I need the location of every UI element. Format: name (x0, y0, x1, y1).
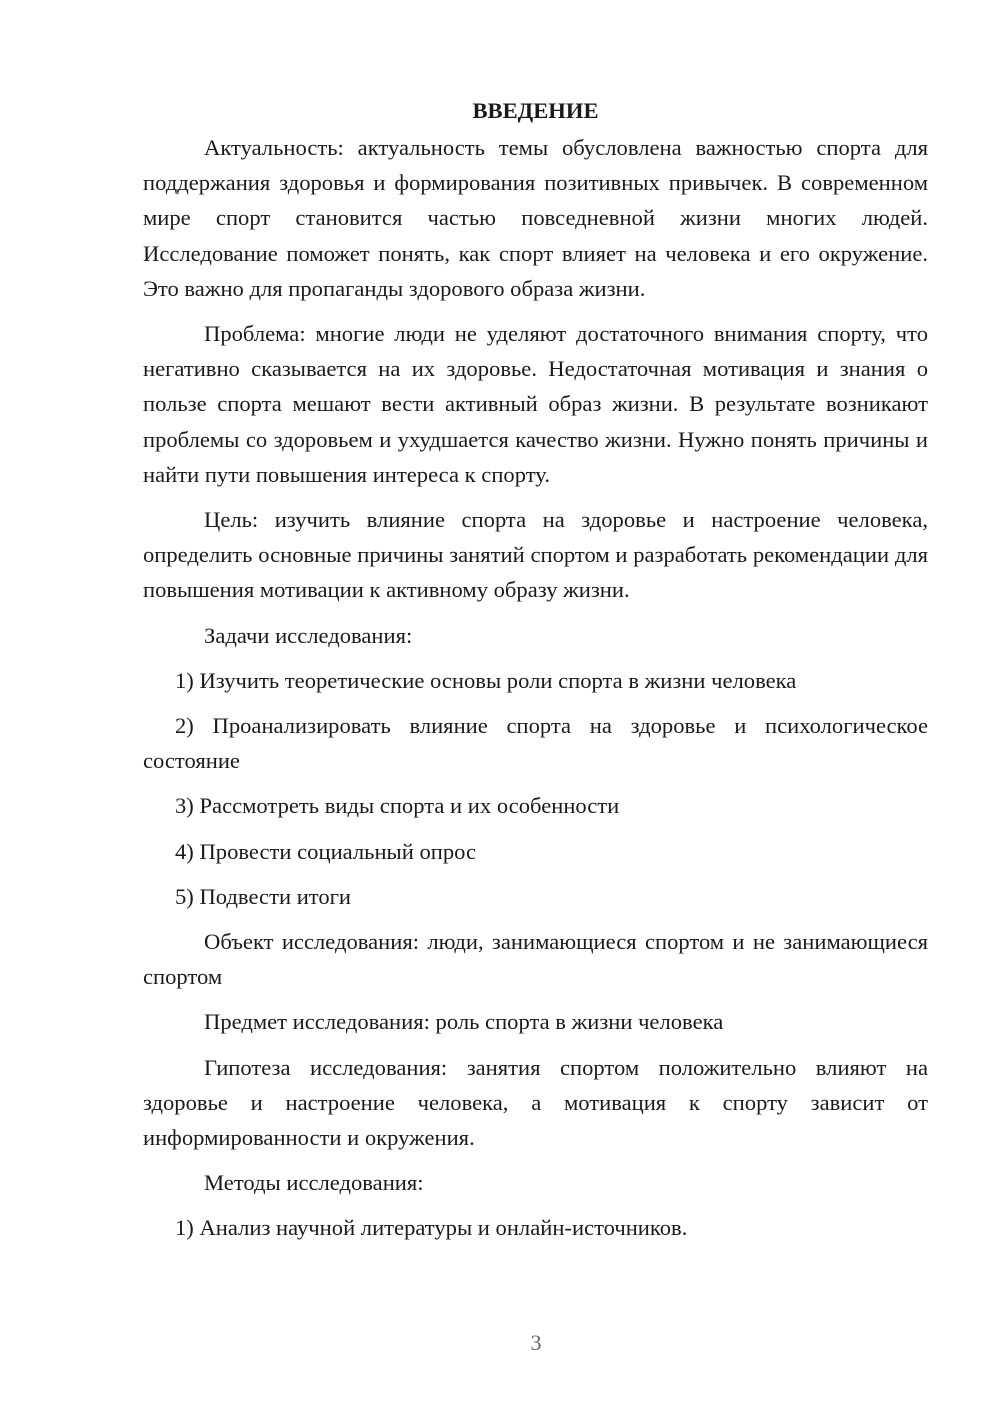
task-item-3: 3) Рассмотреть виды спорта и их особенности (175, 793, 620, 819)
page-number: 3 (530, 1330, 542, 1355)
paragraph-subject: Предмет исследования: роль спорта в жизни человека (204, 1009, 724, 1035)
methods-heading: Методы исследования: (204, 1170, 424, 1196)
page-title: ВВЕДЕНИЕ (472, 98, 599, 123)
paragraph-relevance: Актуальность: актуальность темы обусловлена важностью спорта для поддержания здоровья и формирования позитивных привычек. В современном мире спорт становится частью повседневной жизни многих людей. Исследование поможет понять, как спорт влияет на человека и его окружение. Это важно для пропаганды здорового образа жизни. (143, 135, 928, 301)
task-item-5: 5) Подвести итоги (175, 883, 352, 909)
paragraph-problem: Проблема: многие люди не уделяют достаточного внимания спорту, что негативно сказывается на их здоровье. Недостаточная мотивация и знания о пользе спорта мешают вести активный образ жизни. В результате возникают проблемы со здоровьем и ухудшается качество жизни. Нужно понять причины и найти пути повышения интереса к спорту. (143, 321, 928, 487)
method-item-1: 1) Анализ научной литературы и онлайн-источников. (175, 1215, 688, 1241)
paragraph-hypothesis: Гипотеза исследования: занятия спортом положительно влияют на здоровье и настроение человека, а мотивация к спорту зависит от информированности и окружения. (143, 1054, 928, 1151)
task-item-1: 1) Изучить теоретические основы роли спорта в жизни человека (175, 667, 797, 693)
paragraph-goal: Цель: изучить влияние спорта на здоровье и настроение человека, определить основные причины занятий спортом и разработать рекомендации для повышения мотивации к активному образу жизни. (143, 507, 928, 603)
task-item-4: 4) Провести социальный опрос (175, 838, 477, 864)
paragraph-object: Объект исследования: люди, занимающиеся спортом и не занимающиеся спортом (143, 929, 928, 990)
tasks-heading: Задачи исследования: (204, 622, 413, 648)
task-item-2: 2) Проанализировать влияние спорта на здоровье и психологическое состояние (143, 713, 928, 774)
document-body (143, 92, 928, 1256)
